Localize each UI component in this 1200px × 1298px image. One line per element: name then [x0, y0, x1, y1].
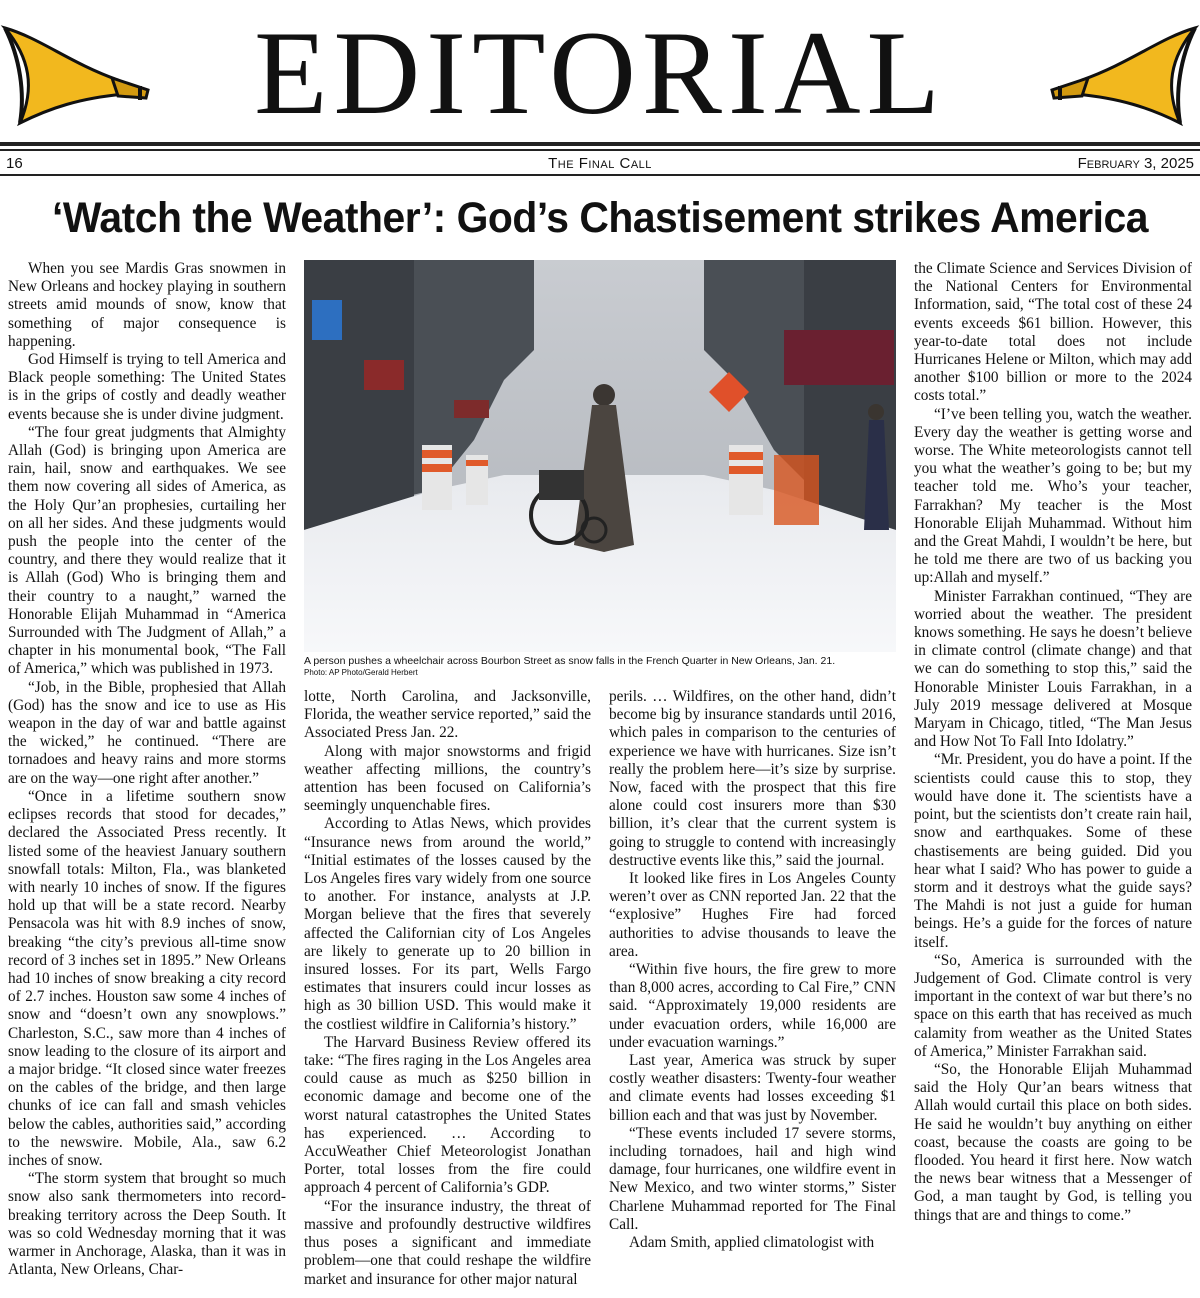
- article-column-4: [914, 260, 1192, 1290]
- paragraph: “Within five hours, the fire grew to more than 8,000 acres, according to Cal Fire,” CNN said. “Approximately 19,000 residents are under evacuation orders, while 16,000 are under evacuation warnings.”: [609, 961, 896, 1051]
- snow-street-photo-image: [304, 260, 896, 652]
- paragraph: “Once in a lifetime southern snow eclipses records that stood for decades,” declared the Associated Press recently. It listed some of the heaviest January southern snowfall totals: Milton, Fla., was blanketed with nearly 10 inches of snow. If the figures hold up that will be a state record. Nearby Pensacola was hit with 8.9 inches of snow, breaking “the city’s previous all-time snow record of 3 inches set in 1895.” New Orleans had 10 inches of snow breaking a city record of 2.7 inches. Houston saw some 4 inches of snow and “doesn’t own any snowplows.” Charleston, S.C., saw more than 4 inches of snow leading to the closure of its airport and a major bridge. “It closed since water freezes on the cables of the bridge, and then large chunks of ice can fall and smash vehicles below the cables, authorities said,” according to the newswire. Mobile, Ala., saw 6.2 inches of snow.: [8, 787, 286, 1169]
- caption-text: A person pushes a wheelchair across Bourbon Street as snow falls in the French Quarter in New Orleans, Jan. 21.: [304, 655, 836, 667]
- trumpet-right-icon: [1050, 8, 1200, 138]
- paragraph: perils. … Wildfires, on the other hand, didn’t become big by insurance standards until 2016, which pales in comparison to the centuries of experience we have with hurricanes. Size isn’t really the problem here—it’s size by surprise. Now, faced with the prospect that this fire alone could cost insurers more than $30 billion, it’s clear that the current system is going to struggle to contend with increasingly destructive events like this,” said the journal.: [609, 688, 896, 869]
- paragraph: lotte, North Carolina, and Jacksonville, Florida, the weather service reported,” said the Associated Press Jan. 22.: [304, 688, 591, 742]
- photo-credit: Photo: AP Photo/Gerald Herbert: [304, 668, 418, 677]
- paragraph: “These events included 17 severe storms, including tornadoes, hail and high wind damage, four hurricanes, one wildfire event in New Mexico, and two winter storms,” Sister Charlene Muhammad reported for The Final Call.: [609, 1124, 896, 1233]
- page-number: 16: [6, 155, 23, 172]
- article-column-1: [8, 260, 286, 1290]
- paragraph: Minister Farrakhan continued, “They are worried about the weather. The president knows something. He says he doesn’t believe in climate control (climate change) and that we can do something to stop this,” said the Honorable Minister Louis Farrakhan, in a July 2019 message delivered at Mosque Maryam in Chicago, titled, “The Man Jesus and How Not To Fall Into Idolatry.”: [914, 587, 1192, 751]
- folio-line: [0, 155, 1200, 175]
- paragraph: Last year, America was struck by super costly weather disasters: Twenty-four weather and climate events had losses exceeding $1 billion each and that was just by November.: [609, 1052, 896, 1124]
- masthead-rule-bottom: [0, 149, 1200, 151]
- paragraph: The Harvard Business Review offered its take: “The fires raging in the Los Angeles area could cause as much as $250 billion in economic damage and become one of the worst natural catastrophes the United States has experienced. … According to AccuWeather Chief Meteorologist Jonathan Porter, total losses from the fire could approach 4 percent of California’s GDP.: [304, 1033, 591, 1197]
- article-column-2: [304, 688, 591, 1288]
- paragraph: “The four great judgments that Almighty Allah (God) is bringing upon America are rain, hail, snow and earthquakes. We see them now covering all sides of America, as the Holy Qur’an prophesies, curtailing her on all her sides. And these judgments would push the people into the center of the country, and there they would realize that it is Allah (God) Who is bringing them and their country to a naught,” warned the Honorable Elijah Muhammad in “America Surrounded with The Judgment of Allah,” a chapter in his monumental book, “The Fall of America,” which was published in 1973.: [8, 423, 286, 678]
- masthead-title: EDITORIAL: [254, 6, 946, 139]
- headline: ‘Watch the Weather’: God’s Chastisement strikes America: [51, 194, 1149, 242]
- paragraph: Along with major snowstorms and frigid weather affecting millions, the country’s attention has been focused on California’s seemingly unquenchable fires.: [304, 742, 591, 815]
- publication-name: The Final Call: [548, 155, 652, 172]
- paragraph: According to Atlas News, which provides “Insurance news from around the world,” “Initial estimates of the losses caused by the Los Angeles fires vary widely from one source to another. For instance, analysts at J.P. Morgan believe that the fires that severely affected the Californian city of Los Angeles are likely to generate up to 20 billion in insured losses. For its part, Wells Fargo estimates that insurers could incur losses as high as 30 billion USD. This would make it the costliest wildfire in California’s history.”: [304, 815, 591, 1033]
- article-photo: [304, 260, 896, 652]
- paragraph: God Himself is trying to tell America and Black people something: The United States is in the grips of costly and deadly weather events because she is under divine judgment.: [8, 351, 286, 423]
- paragraph: It looked like fires in Los Angeles County weren’t over as CNN reported Jan. 22 that the “explosive” Hughes Fire had forced authorities to advise thousands to leave the area.: [609, 870, 896, 960]
- photo-caption: [304, 655, 896, 678]
- paragraph: “Mr. President, you do have a point. If the scientists could cause this to stop, they would have done it. The scientists have a point, but the scientists don’t create rain hail, snow and earthquakes. Some of these chastisements are being guided. Did you hear what I said? Who has power to guide a storm and it destroys what the guide says? The Mahdi is not just a guide for human beings. He’s a guide for the forces of nature itself.: [914, 751, 1192, 951]
- masthead-rule-top: [0, 142, 1200, 146]
- issue-date: February 3, 2025: [1077, 155, 1194, 172]
- paragraph: “So, the Honorable Elijah Muhammad said the Holy Qur’an bears witness that Allah would curtail this place on both sides. He said he wouldn’t buy anything on either coast, because the coasts are going to be flooded. You heard it first here. Now watch the news bear witness that a Messenger of God, a man taught by God, is telling you things that are and things to come.”: [914, 1060, 1192, 1224]
- masthead: [0, 0, 1200, 160]
- paragraph: “Job, in the Bible, prophesied that Allah (God) has the snow and ice to use as His weapon in the day of war and battle against the wicked,” he continued. “There are tornadoes and heavy rains and more storms are on the way—one right after another.”: [8, 678, 286, 787]
- folio-rule: [0, 174, 1200, 176]
- paragraph: When you see Mardis Gras snowmen in New Orleans and hockey playing in southern streets amid mounds of snow, know that something of major consequence is happening.: [8, 260, 286, 350]
- paragraph: the Climate Science and Services Division of the National Centers for Environmental Information, said, “The total cost of these 24 events exceeds $61 billion. However, this year-to-date total does not include Hurricanes Helene or Milton, which may add another $100 billion or more to the 2024 costs total.”: [914, 260, 1192, 405]
- paragraph: “So, America is surrounded with the Judgement of God. Climate control is very important in the context of war but there’s no space on this earth that has received as much calamity from weather as the United States of America,” Minister Farrakhan said.: [914, 951, 1192, 1060]
- article-column-3: [609, 688, 896, 1288]
- paragraph: “For the insurance industry, the threat of massive and profoundly destructive wildfires thus poses a significant and immediate problem—one that could reshape the wildfire market and insurance for other major natural: [304, 1197, 591, 1288]
- paragraph: Adam Smith, applied climatologist with: [629, 1234, 875, 1252]
- paragraph: “I’ve been telling you, watch the weather. Every day the weather is getting worse and worse. The White meteorologists cannot tell you what the weather’s going to be; but my teacher told me. Who’s your teacher, Farrakhan? My teacher is the Most Honorable Elijah Muhammad. Without him and the Great Mahdi, I wouldn’t be here, but he told me there are two of us backing you up:Allah and myself.”: [914, 405, 1192, 587]
- paragraph: “The storm system that brought so much snow also sank thermometers into record-breaking territory across the Deep South. It was so cold Wednesday morning that it was warmer in Anchorage, Alaska, than it was in Atlanta, New Orleans, Char-: [8, 1170, 286, 1279]
